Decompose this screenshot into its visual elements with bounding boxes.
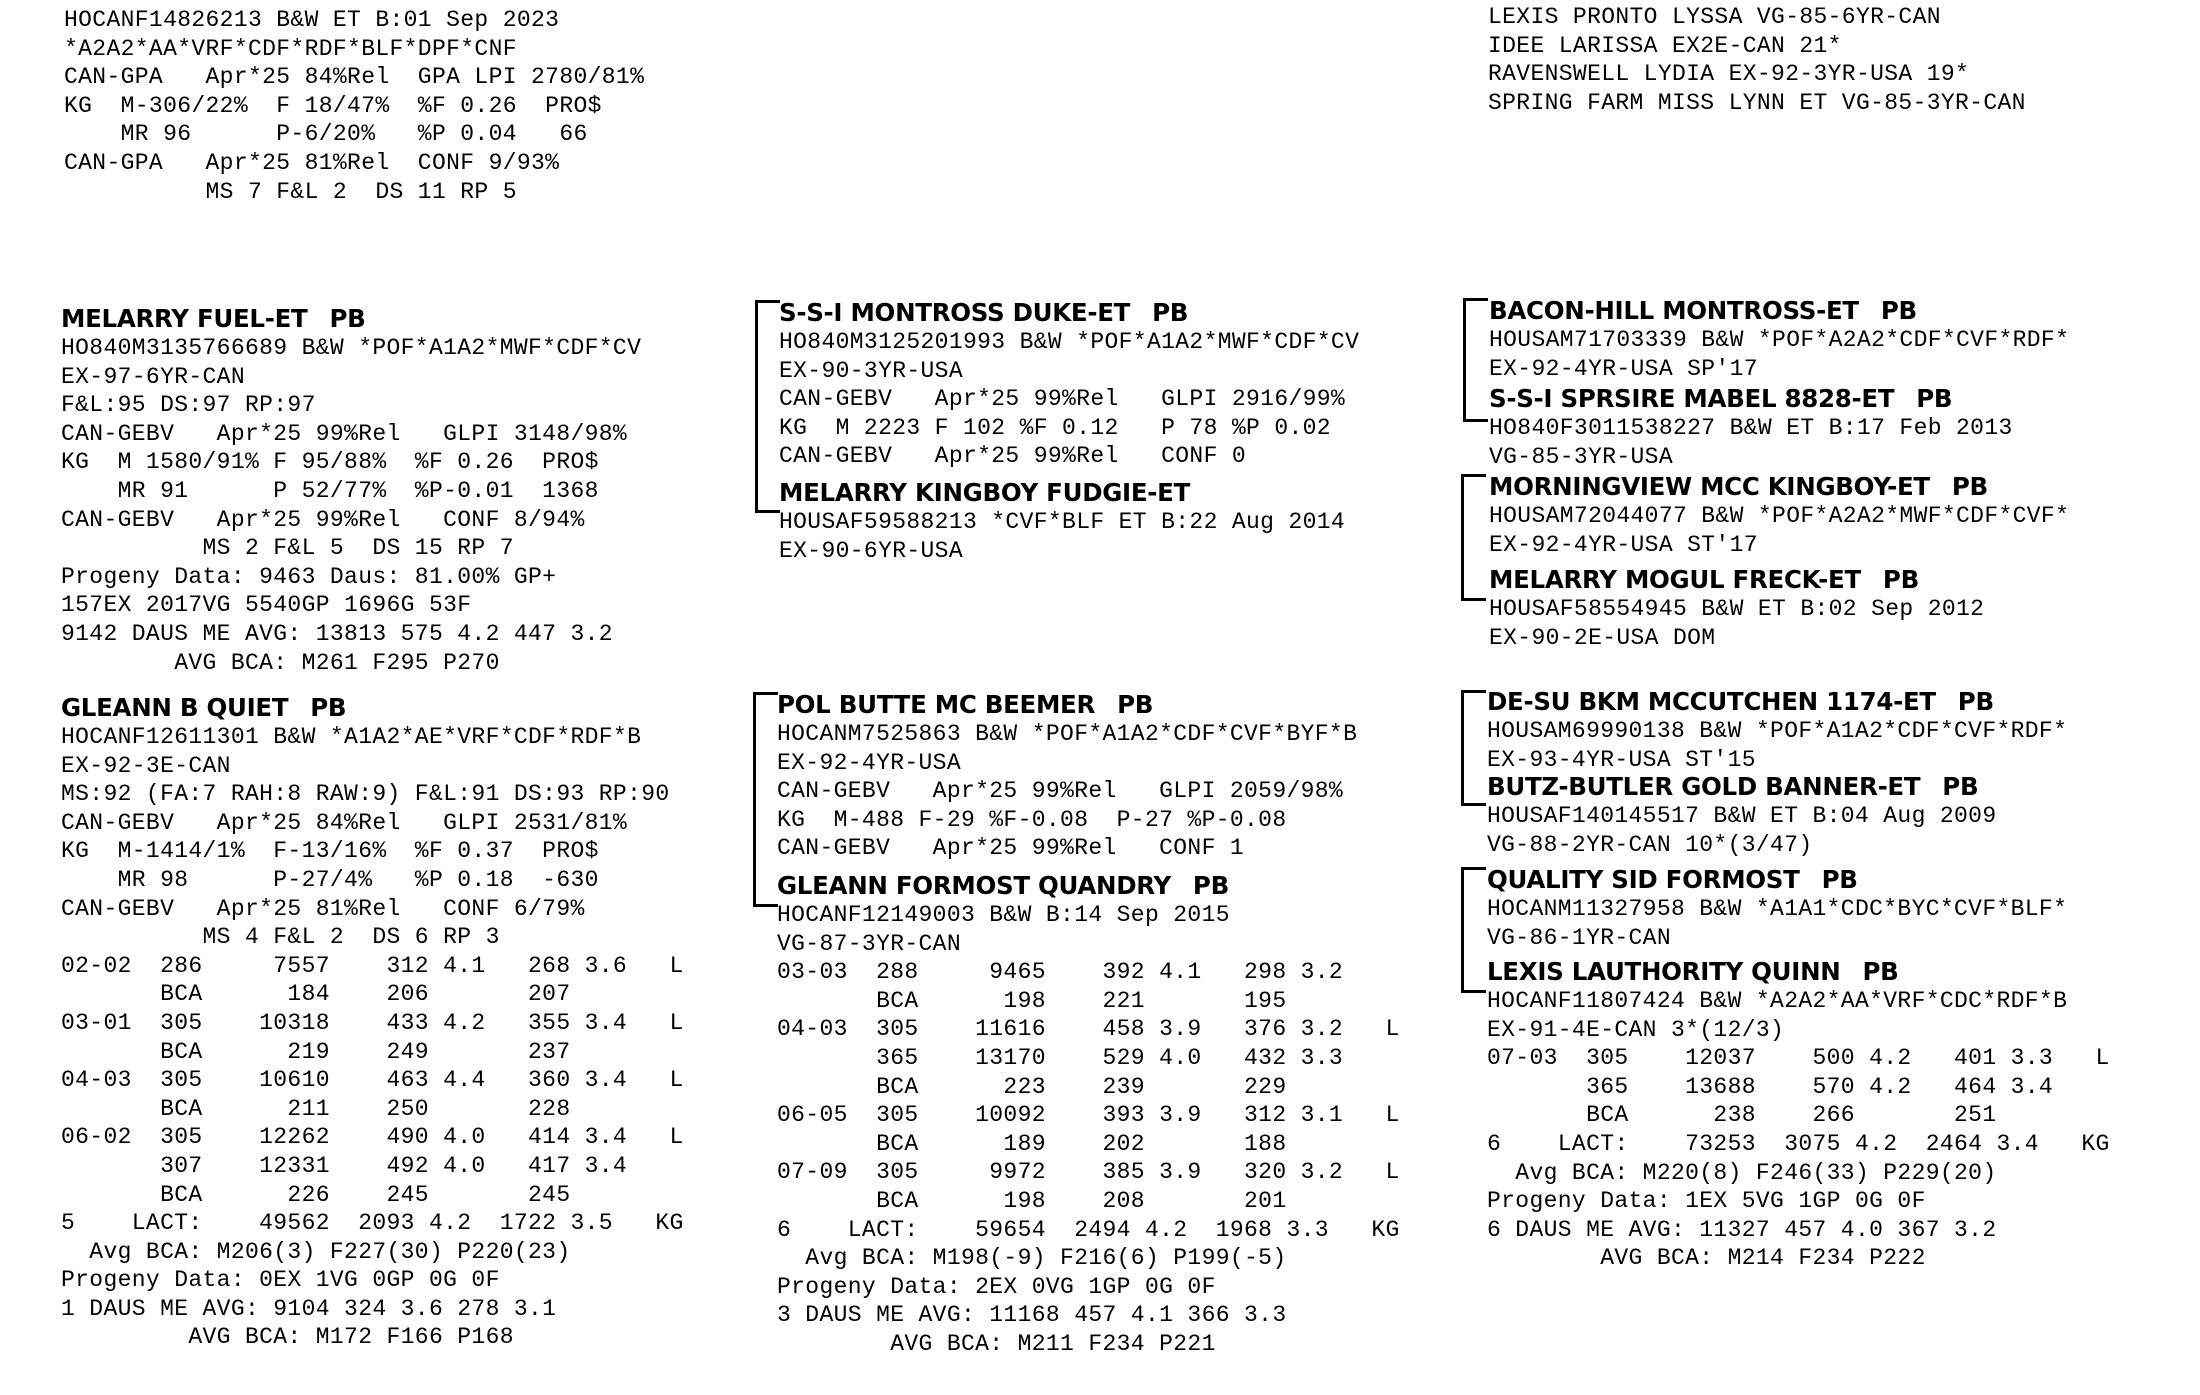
sire-dam-card: [779, 478, 1345, 565]
detail-line: CAN-GEBV Apr*25 99%Rel CONF 8/94%: [61, 506, 585, 533]
detail-line: VG-87-3YR-CAN: [777, 930, 961, 957]
text-line: SPRING FARM MISS LYNN ET VG-85-3YR-CAN: [1488, 89, 2026, 116]
detail-line: 04-03 305 10610 463 4.4 360 3.4 L: [61, 1067, 684, 1094]
animal-name: [1489, 384, 2013, 414]
maternal-line-list: [1488, 3, 2026, 117]
sire-dam-bracket: [1461, 474, 1486, 601]
detail-line: HOUSAM72044077 B&W *POF*A2A2*MWF*CDF*CVF*: [1489, 503, 2070, 529]
detail-line: 6 LACT: 73253 3075 4.2 2464 3.4 KG: [1487, 1130, 2110, 1157]
animal-name-text: S-S-I SPRSIRE MABEL 8828-ET: [1489, 384, 1895, 413]
detail-line: AVG BCA: M211 F234 P221: [777, 1330, 1216, 1357]
dd-dam-card: [1487, 957, 2110, 1273]
animal-name-text: GLEANN FORMOST QUANDRY: [777, 871, 1171, 900]
detail-line: 6 DAUS ME AVG: 11327 457 4.0 367 3.2: [1487, 1216, 1997, 1243]
animal-name: [1489, 565, 1984, 595]
detail-line: EX-90-6YR-USA: [779, 537, 963, 564]
animal-name-text: BACON-HILL MONTROSS-ET: [1489, 296, 1859, 325]
purebred-tag: PB: [1916, 384, 1953, 413]
text-line: IDEE LARISSA EX2E-CAN 21*: [1488, 32, 1842, 59]
detail-line: BCA 198 221 195: [777, 987, 1287, 1014]
animal-name-text: QUALITY SID FORMOST: [1487, 865, 1800, 894]
text-line: CAN-GPA Apr*25 81%Rel CONF 9/93%: [64, 149, 560, 176]
detail-line: AVG BCA: M214 F234 P222: [1487, 1245, 1926, 1272]
detail-line: F&L:95 DS:97 RP:97: [61, 392, 316, 419]
detail-line: EX-91-4E-CAN 3*(12/3): [1487, 1016, 1785, 1043]
detail-line: Avg BCA: M206(3) F227(30) P220(23): [61, 1238, 571, 1265]
detail-line: 3 DAUS ME AVG: 11168 457 4.1 366 3.3: [777, 1302, 1287, 1329]
detail-line: EX-90-3YR-USA: [779, 357, 963, 384]
animal-name-text: MELARRY MOGUL FRECK-ET: [1489, 565, 1861, 594]
detail-line: BCA 189 202 188: [777, 1130, 1287, 1157]
detail-line: MS:92 (FA:7 RAH:8 RAW:9) F&L:91 DS:93 RP:90: [61, 781, 670, 808]
detail-line: 5 LACT: 49562 2093 4.2 1722 3.5 KG: [61, 1210, 684, 1237]
animal-name: [1487, 865, 2067, 895]
purebred-tag: PB: [310, 693, 347, 722]
detail-line: EX-92-3E-CAN: [61, 752, 231, 779]
detail-line: BCA 184 206 207: [61, 981, 571, 1008]
animal-name-text: GLEANN B QUIET: [61, 693, 289, 722]
text-line: *A2A2*AA*VRF*CDF*RDF*BLF*DPF*CNF: [64, 35, 517, 62]
detail-line: KG M 2223 F 102 %F 0.12 P 78 %P 0.02: [779, 414, 1331, 441]
detail-line: HOUSAM69990138 B&W *POF*A1A2*CDF*CVF*RDF*: [1487, 718, 2068, 744]
animal-details: [779, 328, 1359, 471]
sire-bracket: [755, 300, 780, 513]
detail-line: AVG BCA: M261 F295 P270: [61, 649, 500, 676]
purebred-tag: PB: [329, 304, 366, 333]
detail-line: 307 12331 492 4.0 417 3.4: [61, 1152, 628, 1179]
purebred-tag: PB: [1117, 690, 1154, 719]
animal-name-text: MORNINGVIEW MCC KINGBOY-ET: [1489, 472, 1930, 501]
sire-sire-card: [779, 298, 1359, 471]
detail-line: HOUSAF59588213 *CVF*BLF ET B:22 Aug 2014: [779, 509, 1346, 535]
detail-line: CAN-GEBV Apr*25 99%Rel GLPI 2059/98%: [777, 778, 1344, 805]
detail-line: EX-93-4YR-USA ST'15: [1487, 746, 1756, 773]
purebred-tag: PB: [1192, 871, 1229, 900]
detail-line: 06-02 305 12262 490 4.0 414 3.4 L: [61, 1124, 684, 1151]
animal-name-text: LEXIS LAUTHORITY QUINN: [1487, 957, 1841, 986]
text-line: MS 7 F&L 2 DS 11 RP 5: [64, 178, 517, 205]
detail-line: 6 LACT: 59654 2494 4.2 1968 3.3 KG: [777, 1216, 1400, 1243]
animal-name-text: BUTZ-BUTLER GOLD BANNER-ET: [1487, 772, 1921, 801]
animal-name: [1487, 687, 2067, 717]
animal-name: [61, 693, 684, 723]
purebred-tag: PB: [1942, 772, 1979, 801]
detail-line: BCA 223 239 229: [777, 1073, 1287, 1100]
dam-dam-card: [777, 871, 1400, 1359]
text-line: RAVENSWELL LYDIA EX-92-3YR-USA 19*: [1488, 61, 1970, 88]
detail-line: MS 2 F&L 5 DS 15 RP 7: [61, 535, 514, 562]
detail-line: Progeny Data: 2EX 0VG 1GP 0G 0F: [777, 1273, 1216, 1300]
animal-details: [1489, 414, 2013, 471]
ss-dam-card: [1489, 384, 2013, 471]
animal-name: [1489, 296, 2069, 326]
detail-line: HO840M3135766689 B&W *POF*A1A2*MWF*CDF*CV: [61, 335, 642, 361]
animal-name: [1489, 472, 2069, 502]
detail-line: 03-01 305 10318 433 4.2 355 3.4 L: [61, 1009, 684, 1036]
detail-line: MR 91 P 52/77% %P-0.01 1368: [61, 477, 599, 504]
detail-line: 9142 DAUS ME AVG: 13813 575 4.2 447 3.2: [61, 620, 613, 647]
purebred-tag: PB: [1882, 565, 1919, 594]
detail-line: CAN-GEBV Apr*25 99%Rel CONF 1: [777, 835, 1245, 862]
detail-line: KG M-488 F-29 %F-0.08 P-27 %P-0.08: [777, 806, 1287, 833]
animal-name: [777, 690, 1357, 720]
detail-line: CAN-GEBV Apr*25 81%Rel CONF 6/79%: [61, 895, 585, 922]
detail-line: BCA 226 245 245: [61, 1181, 571, 1208]
detail-line: EX-90-2E-USA DOM: [1489, 624, 1716, 651]
animal-details: [1489, 595, 1984, 652]
dam-bracket: [753, 692, 778, 907]
purebred-tag: PB: [1152, 298, 1189, 327]
dam-sire-card: [777, 690, 1357, 863]
detail-line: CAN-GEBV Apr*25 99%Rel CONF 0: [779, 443, 1247, 470]
detail-line: 365 13688 570 4.2 464 3.4: [1487, 1073, 2054, 1100]
detail-line: Progeny Data: 1EX 5VG 1GP 0G 0F: [1487, 1188, 1926, 1215]
subject-animal-info: [64, 6, 644, 206]
detail-line: HO840M3125201993 B&W *POF*A1A2*MWF*CDF*CV: [779, 329, 1360, 355]
detail-line: HOUSAF58554945 B&W ET B:02 Sep 2012: [1489, 596, 1985, 622]
detail-line: KG M 1580/91% F 95/88% %F 0.26 PRO$: [61, 449, 599, 476]
detail-line: 157EX 2017VG 5540GP 1696G 53F: [61, 592, 472, 619]
detail-line: 06-05 305 10092 393 3.9 312 3.1 L: [777, 1102, 1400, 1129]
text-line: HOCANF14826213 B&W ET B:01 Sep 2023: [64, 7, 560, 33]
detail-line: BCA 211 250 228: [61, 1095, 571, 1122]
detail-line: HOUSAM71703339 B&W *POF*A2A2*CDF*CVF*RDF*: [1489, 327, 2070, 353]
animal-name: [1487, 772, 1996, 802]
ds-sire-card: [1487, 687, 2067, 774]
animal-details: [1487, 895, 2067, 952]
detail-line: HOCANF12149003 B&W B:14 Sep 2015: [777, 902, 1230, 928]
animal-details: [777, 901, 1400, 1359]
detail-line: VG-85-3YR-USA: [1489, 443, 1673, 470]
animal-name: [1487, 957, 2110, 987]
detail-line: Progeny Data: 9463 Daus: 81.00% GP+: [61, 563, 557, 590]
detail-line: EX-92-4YR-USA SP'17: [1489, 355, 1758, 382]
text-line: LEXIS PRONTO LYSSA VG-85-6YR-CAN: [1488, 4, 1941, 30]
dd-sire-card: [1487, 865, 2067, 952]
purebred-tag: PB: [1951, 472, 1988, 501]
ss-sire-card: [1489, 296, 2069, 383]
detail-line: 02-02 286 7557 312 4.1 268 3.6 L: [61, 952, 684, 979]
sire-card: [61, 304, 641, 677]
text-line: CAN-GPA Apr*25 84%Rel GPA LPI 2780/81%: [64, 64, 645, 91]
animal-details: [777, 720, 1357, 863]
detail-line: CAN-GEBV Apr*25 99%Rel GLPI 2916/99%: [779, 386, 1346, 413]
animal-name-text: MELARRY FUEL-ET: [61, 304, 308, 333]
purebred-tag: PB: [1957, 687, 1994, 716]
dam-sire-bracket: [1461, 690, 1486, 806]
animal-name-text: S-S-I MONTROSS DUKE-ET: [779, 298, 1131, 327]
detail-line: 03-03 288 9465 392 4.1 298 3.2: [777, 959, 1344, 986]
detail-line: KG M-1414/1% F-13/16% %F 0.37 PRO$: [61, 838, 599, 865]
animal-name: [777, 871, 1400, 901]
animal-details: [779, 508, 1345, 565]
purebred-tag: PB: [1862, 957, 1899, 986]
detail-line: HO840F3011538227 B&W ET B:17 Feb 2013: [1489, 415, 2013, 441]
purebred-tag: PB: [1821, 865, 1858, 894]
animal-name-text: DE-SU BKM MCCUTCHEN 1174-ET: [1487, 687, 1936, 716]
detail-line: 07-09 305 9972 385 3.9 320 3.2 L: [777, 1159, 1400, 1186]
detail-line: HOCANM7525863 B&W *POF*A1A2*CDF*CVF*BYF*B: [777, 721, 1358, 747]
detail-line: HOUSAF140145517 B&W ET B:04 Aug 2009: [1487, 803, 1997, 829]
dam-dam-bracket: [1461, 867, 1486, 993]
animal-details: [1487, 987, 2110, 1273]
sd-dam-card: [1489, 565, 1984, 652]
detail-line: HOCANF11807424 B&W *A2A2*AA*VRF*CDC*RDF*B: [1487, 988, 2068, 1014]
detail-line: 07-03 305 12037 500 4.2 401 3.3 L: [1487, 1045, 2110, 1072]
detail-line: EX-92-4YR-USA ST'17: [1489, 531, 1758, 558]
animal-details: [1487, 802, 1996, 859]
animal-name: [779, 478, 1345, 508]
detail-line: CAN-GEBV Apr*25 99%Rel GLPI 3148/98%: [61, 420, 628, 447]
animal-details: [1487, 717, 2067, 774]
animal-name: [779, 298, 1359, 328]
animal-name-text: MELARRY KINGBOY FUDGIE-ET: [779, 478, 1191, 507]
detail-line: Avg BCA: M198(-9) F216(6) P199(-5): [777, 1245, 1287, 1272]
detail-line: EX-97-6YR-CAN: [61, 363, 245, 390]
sire-sire-bracket: [1463, 298, 1488, 422]
detail-line: Progeny Data: 0EX 1VG 0GP 0G 0F: [61, 1267, 500, 1294]
detail-line: Avg BCA: M220(8) F246(33) P229(20): [1487, 1159, 1997, 1186]
text-line: KG M-306/22% F 18/47% %F 0.26 PRO$: [64, 92, 602, 119]
detail-line: 1 DAUS ME AVG: 9104 324 3.6 278 3.1: [61, 1295, 557, 1322]
animal-details: [1489, 326, 2069, 383]
detail-line: VG-86-1YR-CAN: [1487, 924, 1671, 951]
ds-dam-card: [1487, 772, 1996, 859]
detail-line: VG-88-2YR-CAN 10*(3/47): [1487, 831, 1813, 858]
sd-sire-card: [1489, 472, 2069, 559]
detail-line: HOCANF12611301 B&W *A1A2*AE*VRF*CDF*RDF*B: [61, 724, 642, 750]
detail-line: BCA 238 266 251: [1487, 1102, 1997, 1129]
animal-details: [61, 334, 641, 677]
animal-details: [61, 723, 684, 1352]
dam-card: [61, 693, 684, 1352]
detail-line: 04-03 305 11616 458 3.9 376 3.2 L: [777, 1016, 1400, 1043]
detail-line: BCA 198 208 201: [777, 1187, 1287, 1214]
detail-line: MS 4 F&L 2 DS 6 RP 3: [61, 924, 500, 951]
detail-line: CAN-GEBV Apr*25 84%Rel GLPI 2531/81%: [61, 809, 628, 836]
purebred-tag: PB: [1880, 296, 1917, 325]
detail-line: 365 13170 529 4.0 432 3.3: [777, 1044, 1344, 1071]
detail-line: EX-92-4YR-USA: [777, 749, 961, 776]
animal-name: [61, 304, 641, 334]
text-line: MR 96 P-6/20% %P 0.04 66: [64, 121, 588, 148]
detail-line: MR 98 P-27/4% %P 0.18 -630: [61, 866, 599, 893]
detail-line: AVG BCA: M172 F166 P168: [61, 1324, 514, 1351]
animal-name-text: POL BUTTE MC BEEMER: [777, 690, 1096, 719]
animal-details: [1489, 502, 2069, 559]
detail-line: HOCANM11327958 B&W *A1A1*CDC*BYC*CVF*BLF*: [1487, 896, 2068, 922]
detail-line: BCA 219 249 237: [61, 1038, 571, 1065]
